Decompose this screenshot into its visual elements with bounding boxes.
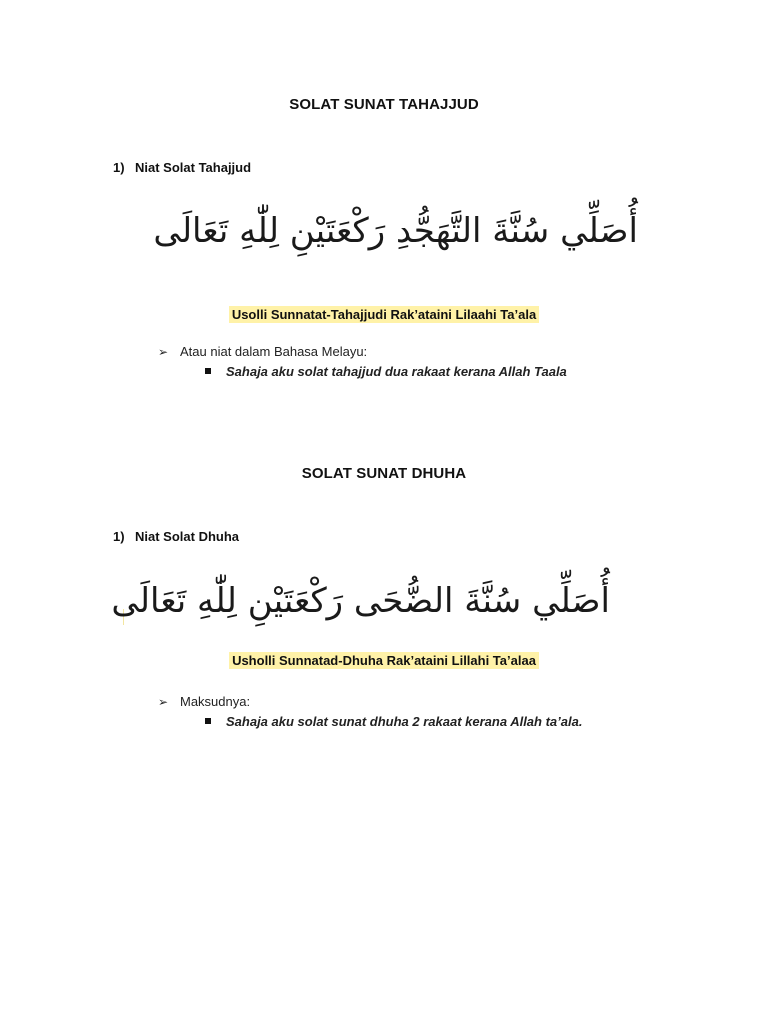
transliteration-tahajjud: Usolli Sunnatat-Tahajjudi Rak’ataini Lilaahi Ta’ala — [229, 306, 539, 323]
item-heading-niat-dhuha — [113, 529, 239, 544]
item-heading-niat-tahajjud — [113, 160, 251, 175]
square-bullet-icon — [205, 718, 211, 724]
bullet-text: Atau niat dalam Bahasa Melayu: — [180, 344, 368, 359]
sub-bullet-text: Sahaja aku solat sunat dhuha 2 rakaat kerana Allah ta’ala. — [226, 714, 583, 729]
arabic-niat-dhuha: أُصَلِّي سُنَّةَ الضُّحَى رَكْعَتَيْنِ لِلّٰهِ تَعَالَى — [170, 568, 610, 634]
sub-bullet-item — [205, 364, 567, 379]
bullet-item — [158, 344, 367, 359]
square-bullet-icon — [205, 368, 211, 374]
sub-bullet-text: Sahaja aku solat tahajjud dua rakaat kerana Allah Taala — [226, 364, 567, 379]
arrowhead-bullet-icon: ➢ — [158, 695, 169, 709]
item-label: Niat Solat Tahajjud — [135, 160, 252, 175]
item-number: 1) — [113, 160, 125, 175]
transliteration-row — [0, 652, 768, 670]
item-label: Niat Solat Dhuha — [135, 529, 240, 544]
sub-bullet-item — [205, 714, 582, 729]
item-number: 1) — [113, 529, 125, 544]
transliteration-dhuha: Usholli Sunnatad-Dhuha Rak’ataini Lillahi Ta’alaa — [229, 652, 539, 669]
section-title-tahajjud: SOLAT SUNAT TAHAJJUD — [289, 96, 479, 113]
bullet-item — [158, 694, 250, 709]
bullet-text: Maksudnya: — [180, 694, 251, 709]
arabic-niat-tahajjud: أُصَلِّي سُنَّةَ التَّهَجُّدِ رَكْعَتَيْنِ لِلّٰهِ تَعَالَى — [170, 198, 638, 264]
arrowhead-bullet-icon: ➢ — [158, 345, 169, 359]
section-title-dhuha: SOLAT SUNAT DHUHA — [301, 465, 467, 482]
transliteration-row — [0, 306, 768, 324]
